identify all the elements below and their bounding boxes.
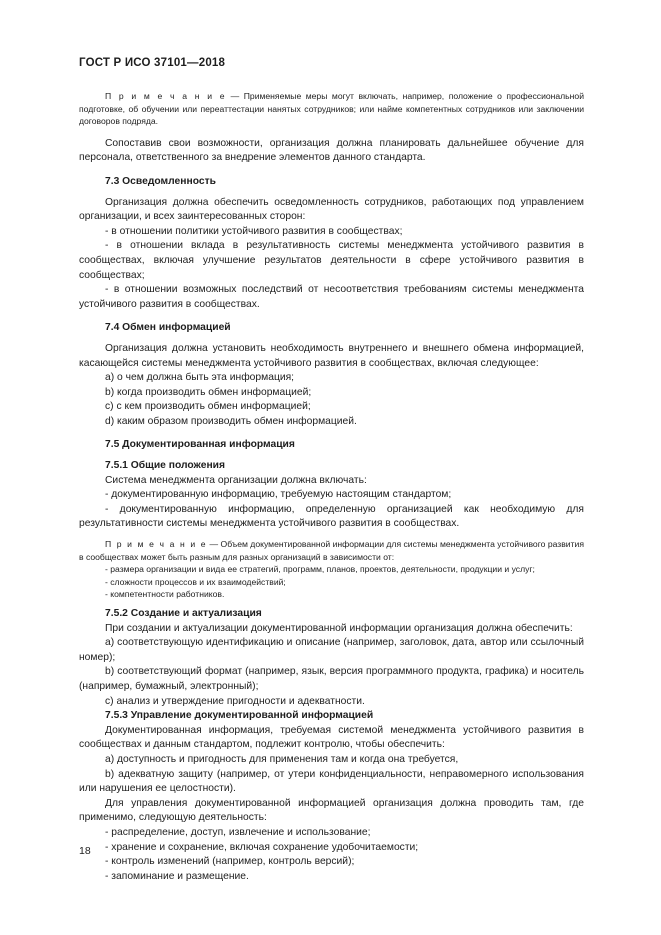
list-item: - хранение и сохранение, включая сохранение удобочитаемости; (105, 841, 419, 853)
note-label: П р и м е ч а н и е (105, 539, 208, 550)
document-header: ГОСТ Р ИСО 37101—2018 (79, 57, 226, 69)
list-item: - контроль изменений (например, контроль версий); (105, 856, 355, 868)
section-heading-7-5-2: 7.5.2 Создание и актуализация (105, 608, 262, 619)
document-body (79, 90, 584, 884)
list-item: - в отношении вклада в результативность системы менеджмента устойчивого развития в сообществах, включая улучшение результатов деятельности в сфере устойчивого развития в сообществах; (79, 240, 584, 281)
note-list-item: - сложности процессов и их взаимодействий; (105, 576, 286, 587)
paragraph: Документированная информация, требуемая системой менеджмента устойчивого развития в сообществах и данным стандартом, подлежит контролю, чтобы обеспечить: (79, 724, 584, 751)
note-text: — Применяемые меры могут включать, например, положение о профессиональной подготовке, об обучении или переаттестации нанятых сотрудников; или найме компетентных сотрудников или заключении договоров подряда. (79, 91, 584, 127)
list-item: c) с кем производить обмен информацией; (105, 401, 311, 413)
list-item: b) когда производить обмен информацией; (105, 386, 312, 398)
list-item: - в отношении возможных последствий от несоответствия требованиям системы менеджмента устойчивого развития в сообществах. (79, 284, 584, 310)
paragraph: Организация должна установить необходимость внутреннего и внешнего обмена информацией, касающейся системы менеджмента устойчивого развития в сообществах, включая следующее: (79, 342, 584, 369)
section-heading-7-5-3: 7.5.3 Управление документированной информацией (105, 710, 374, 722)
list-item: - документированную информацию, определенную организацией как необходимую для результативности системы менеджмента устойчивого развития в сообществах. (79, 503, 584, 530)
section-heading-7-4: 7.4 Обмен информацией (105, 322, 231, 334)
list-item: - запоминание и размещение. (105, 870, 249, 882)
note (79, 90, 584, 128)
section-heading-7-3: 7.3 Осведомленность (105, 175, 216, 187)
paragraph: Сопоставив свои возможности, организация должна планировать дальнейшее обучение для персонала, ответственного за внедрение элементов данного стандарта. (79, 137, 584, 164)
list-item: b) адекватную защиту (например, от утери конфиденциальности, неправомерного использования или нарушения ее целостности). (79, 768, 584, 795)
page-number: 18 (79, 845, 91, 857)
note (79, 538, 584, 563)
list-item: c) анализ и утверждение пригодности и адекватности. (105, 695, 365, 707)
list-item: a) соответствующую идентификацию и описание (например, заголовок, дата, автор или ссылочный номер); (79, 637, 584, 663)
note-list-item: - размера организации и вида ее стратегий, программ, планов, проектов, деятельности, продукции и услуг; (105, 564, 535, 575)
note-list-item: - компетентности работников. (105, 589, 225, 600)
section-heading-7-5-1: 7.5.1 Общие положения (105, 460, 225, 472)
list-item: a) о чем должна быть эта информация; (105, 372, 295, 384)
section-heading-7-5: 7.5 Документированная информация (105, 439, 295, 451)
note-text: — Объем документированной информации для системы менеджмента устойчивого развития в сообществах может быть разным для разных организаций в зависимости от: (79, 539, 584, 562)
list-item: - в отношении политики устойчивого развития в сообществах; (105, 225, 403, 237)
paragraph: Организация должна обеспечить осведомленность сотрудников, работающих под управлением организации, и всех заинтересованных сторон: (79, 196, 584, 223)
list-item: d) каким образом производить обмен информацией. (105, 415, 357, 427)
paragraph: Система менеджмента организации должна включать: (105, 474, 367, 486)
list-item: b) соответствующий формат (например, язык, версия программного продукта, графика) и носитель (например, бумажный, электронный); (79, 666, 584, 692)
paragraph: Для управления документированной информацией организация должна проводить там, где применимо, следующую деятельность: (79, 797, 584, 824)
list-item: - распределение, доступ, извлечение и использование; (105, 826, 371, 838)
note-label: П р и м е ч а н и е (105, 91, 227, 101)
list-item: - документированную информацию, требуемую настоящим стандартом; (105, 489, 452, 501)
list-item: a) доступность и пригодность для применения там и когда она требуется, (105, 753, 459, 765)
paragraph: При создании и актуализации документированной информации организация должна обеспечить: (105, 622, 573, 634)
